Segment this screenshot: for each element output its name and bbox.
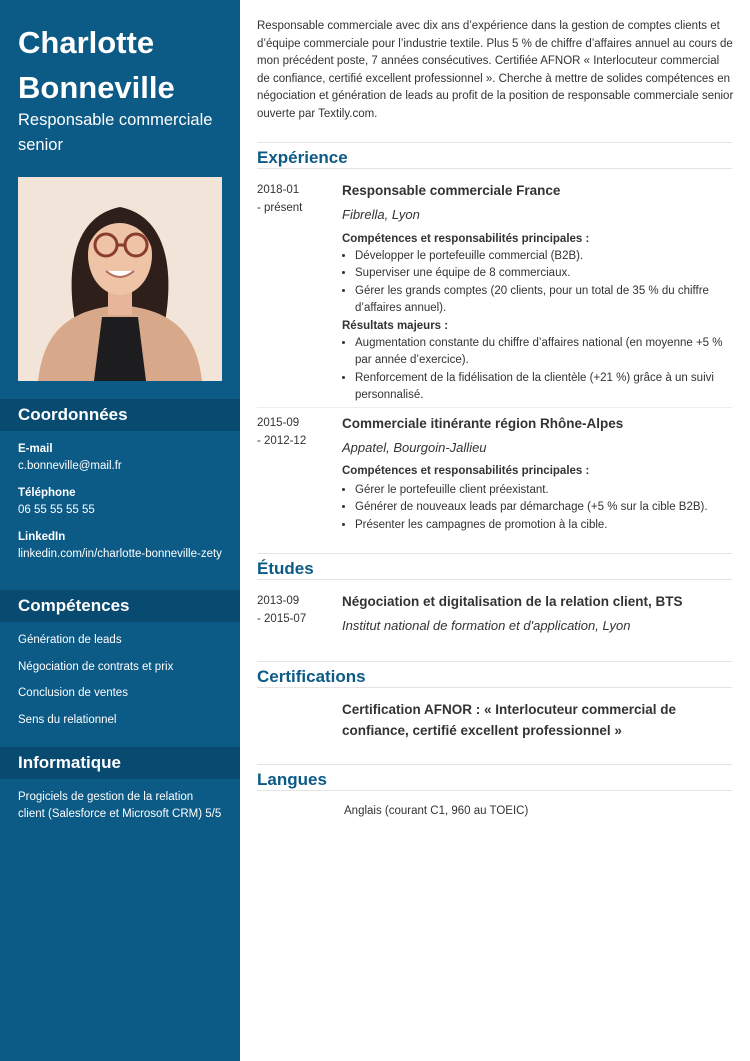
list-item: • Gérer le portefeuille client préexistant. (355, 482, 740, 499)
job-date-end: - 2012-12 (257, 435, 307, 447)
email-label: E-mail (18, 443, 53, 455)
job-date-end: - présent (257, 202, 303, 214)
candidate-name (18, 20, 175, 110)
skill-item: Génération de leads (18, 634, 122, 646)
linkedin-label: LinkedIn (18, 531, 66, 543)
education-date (257, 592, 337, 628)
name-first: Charlotte (18, 25, 155, 60)
list-item: • Développer le portefeuille commercial (B2B). (355, 248, 740, 265)
list-item: • Augmentation constante du chiffre d’affaires national (en moyenne +5 % par année d’exercice). (355, 335, 740, 370)
experience-heading: Expérience (257, 142, 732, 169)
education-date-end: - 2015-07 (257, 613, 307, 625)
job-company: Appatel, Bourgoin-Jallieu (342, 440, 487, 455)
skill-item: Conclusion de ventes (18, 687, 128, 699)
certification-title: Certification AFNOR : « Interlocuteur commercial de confiance, certifié excellent professionnel » (342, 702, 677, 738)
results-label: Résultats majeurs : (342, 320, 449, 332)
list-item: • Renforcement de la fidélisation de la clientèle (+21 %) grâce à un suivi personnalisé. (355, 370, 740, 405)
divider (257, 407, 732, 408)
email-value[interactable]: c.bonneville@mail.fr (18, 460, 122, 472)
language-item: Anglais (courant C1, 960 au TOEIC) (344, 805, 529, 817)
job-title: Responsable commerciale senior (18, 111, 213, 154)
phone-label: Téléphone (18, 487, 76, 499)
list-item: • Superviser une équipe de 8 commerciaux. (355, 265, 740, 282)
list-item: • Gérer les grands comptes (20 clients, pour un total de 35 % du chiffre d’affaires annuel). (355, 283, 740, 318)
job-title: Commerciale itinérante région Rhône-Alpes (342, 416, 624, 431)
skills-heading: Compétences (0, 590, 240, 622)
job-title: Responsable commerciale France (342, 183, 561, 198)
list-item: • Générer de nouveaux leads par démarchage (+5 % sur la cible B2B). (355, 499, 740, 516)
name-last: Bonneville (18, 70, 175, 105)
languages-heading: Langues (257, 764, 732, 791)
job-date (257, 414, 337, 450)
profile-summary: Responsable commerciale avec dix ans d’expérience dans la gestion de comptes clients et d’équipe commerciale pour l’industrie textile. Plus 5 % de chiffre d’affaires annuel au cours de mon précédent poste, 7 années consécutives. Certifiée AFNOR « Interlocuteur commercial de confiance, certifié excellent professionnel ». Cherche à mettre de solides compétences en négociation et génération de leads au profit de la position de responsable commerciale senior ouverte par Textily.com. (257, 20, 734, 120)
job-date-start: 2018-01 (257, 184, 300, 196)
job-date (257, 181, 337, 217)
education-heading: Études (257, 553, 732, 580)
contact-heading: Coordonnées (0, 399, 240, 431)
certifications-heading: Certifications (257, 661, 732, 688)
it-skill-text: Progiciels de gestion de la relation client (Salesforce et Microsoft CRM) 5/5 (18, 791, 222, 820)
job-date-start: 2015-09 (257, 417, 300, 429)
job-company: Fibrella, Lyon (342, 207, 420, 222)
skill-item: Négociation de contrats et prix (18, 661, 174, 673)
education-school: Institut national de formation et d'application, Lyon (342, 618, 631, 633)
results-list (342, 335, 740, 404)
linkedin-value[interactable]: linkedin.com/in/charlotte-bonneville-zety (18, 548, 222, 560)
education-title: Négociation et digitalisation de la relation client, BTS (342, 594, 683, 609)
list-item: • Présenter les campagnes de promotion à la cible. (355, 517, 740, 534)
education-date-start: 2013-09 (257, 595, 300, 607)
responsibilities-list (342, 482, 740, 534)
responsibilities-list (342, 248, 740, 317)
profile-photo (18, 177, 222, 381)
phone-value[interactable]: 06 55 55 55 55 (18, 504, 95, 516)
responsibilities-label: Compétences et responsabilités principales : (342, 465, 590, 477)
skill-item: Sens du relationnel (18, 714, 117, 726)
it-heading: Informatique (0, 747, 240, 779)
sidebar (0, 0, 240, 1061)
responsibilities-label: Compétences et responsabilités principales : (342, 233, 590, 245)
